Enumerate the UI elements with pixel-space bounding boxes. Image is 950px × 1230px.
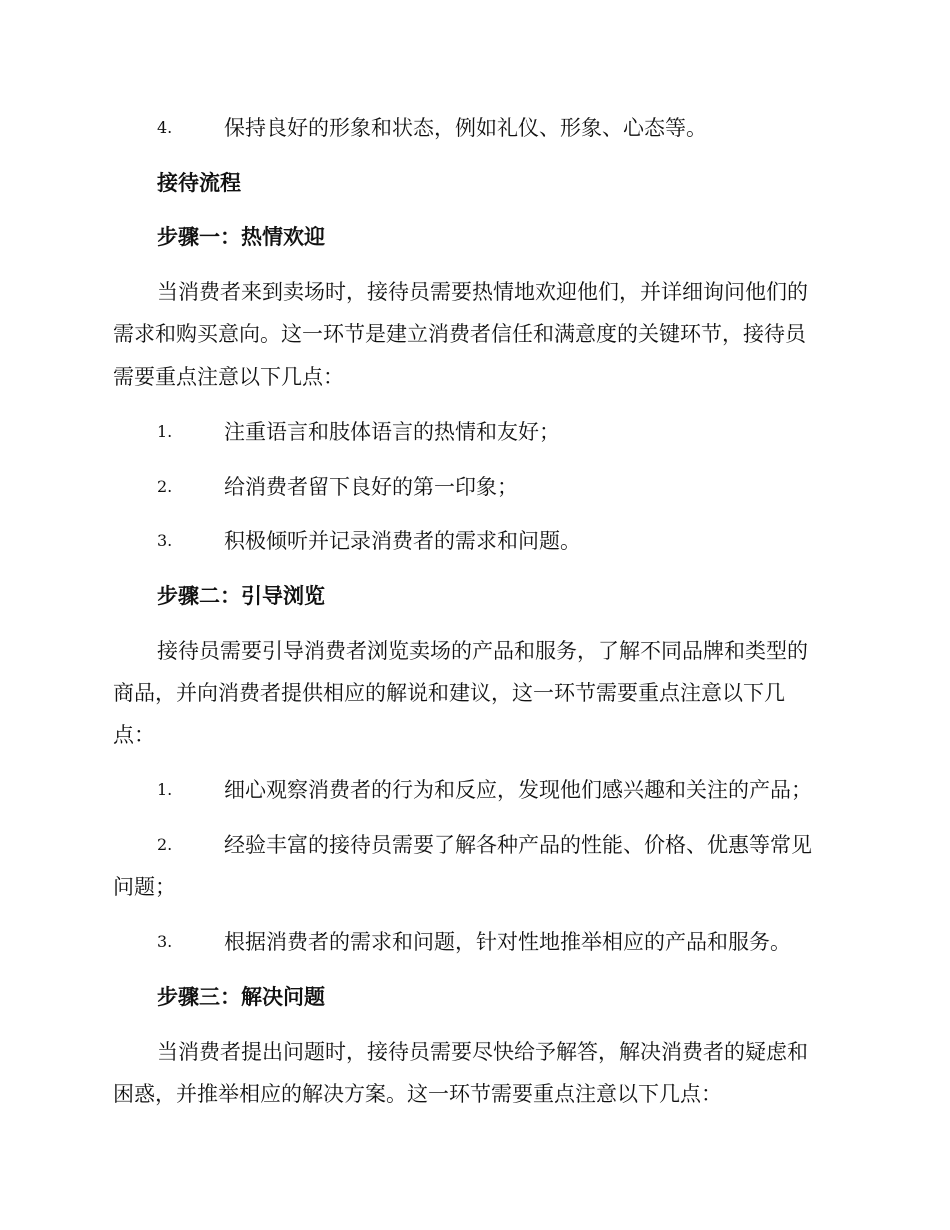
list-number: 2. [157,835,173,854]
paragraph-line: 需求和购买意向。这一环节是建立消费者信任和满意度的关键环节，接待员 [113,322,806,346]
list-item-continuation: 问题； [113,875,176,899]
paragraph-line: 接待员需要引导消费者浏览卖场的产品和服务，了解不同品牌和类型的 [157,639,808,663]
list-item-text: 给消费者留下良好的第一印象； [224,475,518,499]
list-item-text: 根据消费者的需求和问题，针对性地推举相应的产品和服务。 [224,930,791,954]
paragraph-line: 需要重点注意以下几点： [113,365,344,389]
paragraph-line: 困惑，并推举相应的解决方案。这一环节需要重点注意以下几点： [113,1082,722,1106]
section-title: 接待流程 [157,171,241,195]
list-item-text: 经验丰富的接待员需要了解各种产品的性能、价格、优惠等常见 [224,833,812,857]
list-number: 3. [157,531,173,550]
list-number: 2. [157,477,173,496]
step2-title: 步骤二：引导浏览 [157,584,325,608]
list-item-text: 保持良好的形象和状态，例如礼仪、形象、心态等。 [224,116,707,140]
list-number: 4. [157,118,173,137]
list-number: 1. [157,422,173,441]
paragraph-line: 商品，并向消费者提供相应的解说和建议，这一环节需要重点注意以下几 [113,681,785,705]
list-number: 3. [157,932,173,951]
list-item-text: 积极倾听并记录消费者的需求和问题。 [224,529,581,553]
paragraph-line: 当消费者来到卖场时，接待员需要热情地欢迎他们，并详细询问他们的 [157,280,808,304]
paragraph-line: 点： [113,723,155,747]
list-item-text: 注重语言和肢体语言的热情和友好； [224,420,560,444]
list-number: 1. [157,780,173,799]
paragraph-line: 当消费者提出问题时，接待员需要尽快给予解答，解决消费者的疑虑和 [157,1040,808,1064]
step3-title: 步骤三：解决问题 [157,985,325,1009]
list-item-text: 细心观察消费者的行为和反应，发现他们感兴趣和关注的产品； [224,778,812,802]
step1-title: 步骤一：热情欢迎 [157,225,325,249]
